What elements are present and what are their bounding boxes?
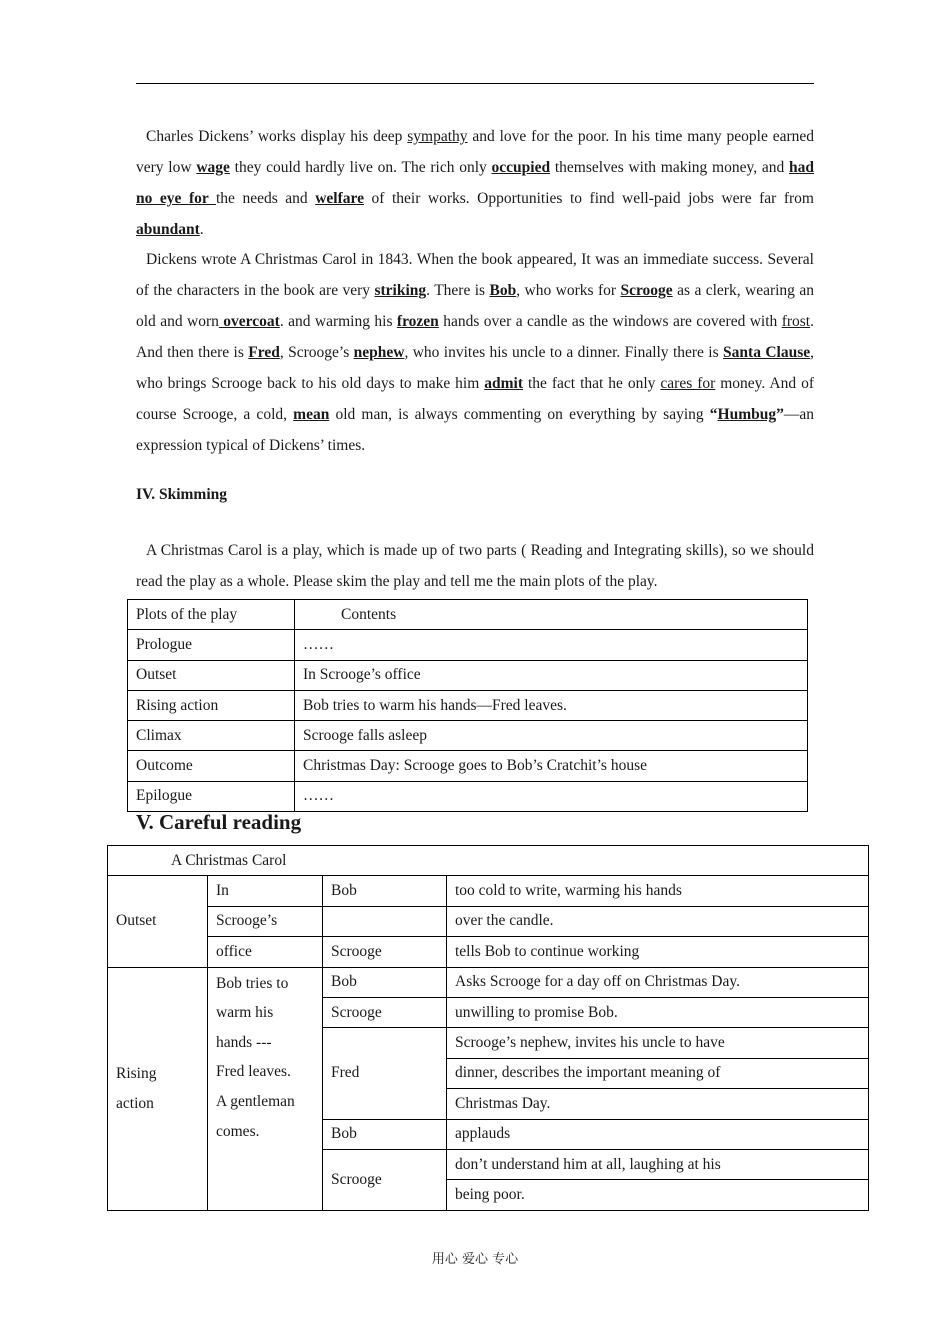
- header-rule: [136, 83, 814, 84]
- character-cell: [323, 906, 447, 936]
- table-cell: Climax: [128, 721, 295, 751]
- outset-scene: In: [208, 876, 323, 906]
- description-cell: Christmas Day.: [447, 1089, 869, 1119]
- table-cell: ……: [295, 630, 808, 660]
- character-cell: Bob: [323, 876, 447, 906]
- character-cell: Bob: [323, 1119, 447, 1149]
- table-row: [128, 721, 808, 751]
- description-cell: dinner, describes the important meaning of: [447, 1058, 869, 1088]
- description-cell: unwilling to promise Bob.: [447, 997, 869, 1027]
- table-header-cell: Plots of the play: [128, 600, 295, 630]
- description-cell: Scrooge’s nephew, invites his uncle to have: [447, 1028, 869, 1058]
- table-cell: Rising action: [128, 690, 295, 720]
- table-row: [108, 967, 869, 997]
- paragraph-christmas-carol: Dickens wrote A Christmas Carol in 1843. When the book appeared, It was an immediate success. Several of the characters in the book are very striking. There is Bob, who works for Scrooge as a clerk, wearing an old and worn overcoat. and warming his frozen hands over a candle as the windows are covered with frost. And then there is Fred, Scrooge’s nephew, who invites his uncle to a dinner. Finally there is Santa Clause, who brings Scrooge back to his old days to make him admit the fact that he only cares for money. And of course Scrooge, a cold, mean old man, is always commenting on everything by saying “Humbug”—an expression typical of Dickens’ times.: [136, 251, 815, 454]
- table-title-cell: A Christmas Carol: [108, 846, 869, 876]
- table-row: [108, 846, 869, 876]
- table-row: [108, 906, 869, 936]
- table-row: [108, 937, 869, 967]
- section-heading-skimming: IV. Skimming: [136, 486, 228, 503]
- table-header-cell: Contents: [295, 600, 808, 630]
- character-cell: Scrooge: [323, 1149, 447, 1210]
- description-cell: applauds: [447, 1119, 869, 1149]
- character-cell: Scrooge: [323, 997, 447, 1027]
- table-cell: Bob tries to warm his hands—Fred leaves.: [295, 690, 808, 720]
- table-cell: Epilogue: [128, 781, 295, 811]
- description-cell: over the candle.: [447, 906, 869, 936]
- paragraph-dickens-works: Charles Dickens’ works display his deep sympathy and love for the poor. In his time many people earned very low wage they could hardly live on. The rich only occupied themselves with making money, and had no eye for the needs and welfare of their works. Opportunities to find well-paid jobs were far from abundant.: [136, 128, 814, 238]
- rising-action-scene: Bob tries to warm his hands --- Fred leaves. A gentleman comes.: [208, 967, 323, 1210]
- description-cell: being poor.: [447, 1180, 869, 1210]
- table-cell: In Scrooge’s office: [295, 660, 808, 690]
- table-row: [128, 600, 808, 630]
- description-cell: Asks Scrooge for a day off on Christmas Day.: [447, 967, 869, 997]
- table-cell: Scrooge falls asleep: [295, 721, 808, 751]
- section-heading-careful-reading: V. Careful reading: [136, 810, 302, 834]
- table-row: [128, 751, 808, 781]
- character-cell: Scrooge: [323, 937, 447, 967]
- table-row: [128, 630, 808, 660]
- table-row: [108, 876, 869, 906]
- description-cell: tells Bob to continue working: [447, 937, 869, 967]
- description-cell: don’t understand him at all, laughing at his: [447, 1149, 869, 1179]
- table-row: [128, 781, 808, 811]
- outset-scene: Scrooge’s: [208, 906, 323, 936]
- table-row: [128, 660, 808, 690]
- table-cell: ……: [295, 781, 808, 811]
- careful-reading-table: [107, 845, 869, 1211]
- table-cell: Outset: [128, 660, 295, 690]
- rising-action-label: Rising action: [108, 967, 208, 1210]
- table-cell: Christmas Day: Scrooge goes to Bob’s Cratchit’s house: [295, 751, 808, 781]
- skimming-intro: A Christmas Carol is a play, which is made up of two parts ( Reading and Integrating skills), so we should read the play as a whole. Please skim the play and tell me the main plots of the play.: [136, 542, 814, 590]
- description-cell: too cold to write, warming his hands: [447, 876, 869, 906]
- table-cell: Outcome: [128, 751, 295, 781]
- character-cell: Fred: [323, 1028, 447, 1119]
- outset-scene: office: [208, 937, 323, 967]
- outset-label: Outset: [108, 876, 208, 967]
- plots-table: [127, 599, 808, 812]
- page-footer: 用心 爱心 专心: [431, 1252, 519, 1267]
- table-cell: Prologue: [128, 630, 295, 660]
- character-cell: Bob: [323, 967, 447, 997]
- table-row: [128, 690, 808, 720]
